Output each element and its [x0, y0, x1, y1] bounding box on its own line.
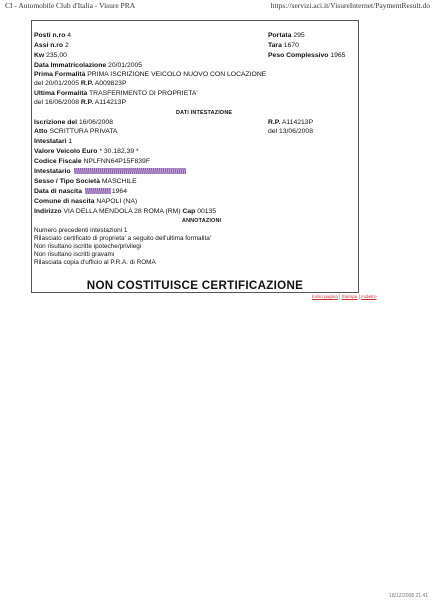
iscrizione-rp-value: A114213P — [281, 119, 314, 126]
valore-label: Valore Veicolo Euro — [34, 148, 98, 155]
intestatario-row — [34, 168, 187, 176]
immatricolazione-value: 20/01/2005 — [108, 62, 143, 69]
annotazione-line: Non risultano iscritti gravami — [34, 251, 115, 258]
immatricolazione-label: Data Immatricolazione — [34, 62, 107, 69]
kw-value: 235,00 — [46, 52, 67, 59]
sesso-label: Sesso / Tipo Società — [34, 178, 100, 185]
iscrizione-rp-label: R.P. — [268, 119, 281, 126]
peso-value: 1965 — [330, 52, 346, 59]
redacted-name-mark — [74, 168, 186, 174]
sesso-value: MASCHILE — [101, 178, 137, 185]
intestatario-label: Intestatario — [34, 168, 71, 175]
nascita-row — [34, 188, 127, 196]
portata-label: Portata — [268, 32, 292, 39]
valore-row — [34, 148, 139, 156]
codice-fiscale-label: Codice Fiscale — [34, 158, 82, 165]
codice-fiscale-row — [34, 158, 150, 166]
prima-formalita-value: PRIMA ISCRIZIONE VEICOLO NUOVO CON LOCAZIONE — [87, 71, 267, 78]
annotazione-line: Rilasciato certificato di proprieta' a seguito dell'ultima formalita' — [34, 235, 211, 242]
iscrizione-rp-row — [268, 119, 313, 127]
cap-label: Cap — [182, 208, 196, 215]
ultima-formalita-label: Ultima Formalità — [34, 90, 88, 97]
posti-label: Posti n.ro — [34, 32, 66, 39]
atto-date: del 13/06/2008 — [268, 128, 313, 135]
valore-value: * 30.182,39 * — [99, 148, 139, 155]
kw-label: Kw — [34, 52, 45, 59]
atto-row — [34, 128, 117, 136]
kw-row — [34, 52, 67, 60]
ultima-formalita-row — [34, 90, 198, 98]
nascita-value: 1964 — [111, 188, 127, 195]
iscrizione-row — [34, 119, 113, 127]
assi-row — [34, 42, 69, 50]
redacted-birthdate-mark — [85, 188, 111, 194]
posti-value: 4 — [67, 32, 72, 39]
ultima-formalita-value: TRASFERIMENTO DI PROPRIETA' — [89, 90, 198, 97]
annotazione-line: Numero precedenti intestazioni 1 — [34, 227, 128, 234]
peso-row — [268, 52, 345, 60]
prima-formalita-label: Prima Formalità — [34, 71, 86, 78]
visura-document — [31, 20, 359, 293]
atto-label: Atto — [34, 128, 48, 135]
print-timestamp: 18/12/2008 21.41 — [389, 593, 428, 599]
intestatari-row — [34, 138, 72, 146]
ultima-formalita-date: del 16/06/2008 — [34, 99, 79, 106]
indirizzo-row — [34, 208, 216, 216]
browser-page-url: https://servizi.aci.it/VisureInternet/PaymentResult.do — [270, 1, 430, 10]
assi-value: 2 — [64, 42, 69, 49]
sesso-row — [34, 178, 137, 186]
annotazione-line: Rilasciata copia d'ufficio al P.R.A. di ROMA — [34, 259, 156, 266]
inizio-pagina-link[interactable]: Inizio pagina — [312, 294, 338, 299]
browser-page-title: CI - Automobile Club d'Italia - Visure PRA — [5, 1, 136, 10]
portata-value: 295 — [293, 32, 305, 39]
ultima-rp-value: A114213P — [94, 99, 126, 106]
portata-row — [268, 32, 305, 40]
cap-value: 00135 — [197, 208, 217, 215]
prima-rp-label: R.P. — [80, 80, 94, 87]
link-separator: | — [339, 294, 341, 299]
iscrizione-value: 16/06/2008 — [78, 119, 113, 126]
intestatari-value: 1 — [68, 138, 73, 145]
peso-label: Peso Complessivo — [268, 52, 329, 59]
indietro-link[interactable]: Indietro — [361, 294, 377, 299]
posti-row — [34, 32, 71, 40]
indirizzo-value: VIA DELLA MENDOLA 28 ROMA (RM) — [63, 208, 181, 215]
non-costituisce-certificazione-banner: NON COSTITUISCE CERTIFICAZIONE — [86, 279, 304, 292]
annotazioni-title: ANNOTAZIONI — [182, 218, 222, 224]
page-links — [312, 294, 377, 299]
tara-label: Tara — [268, 42, 282, 49]
stampa-link[interactable]: Stampa — [341, 294, 358, 299]
prima-formalita-row — [34, 71, 266, 79]
comune-value: NAPOLI (NA) — [96, 198, 138, 205]
prima-rp-value: A009823P — [94, 80, 127, 87]
comune-label: Comune di nascita — [34, 198, 95, 205]
dati-intestazione-title: DATI INTESTAZIONE — [176, 110, 233, 116]
atto-value: SCRITTURA PRIVATA — [49, 128, 118, 135]
indirizzo-label: Indirizzo — [34, 208, 62, 215]
iscrizione-label: Iscrizione del — [34, 119, 78, 126]
immatricolazione-row — [34, 62, 142, 70]
prima-formalita-date: del 20/01/2005 — [34, 80, 79, 87]
prima-formalita-date-row — [34, 80, 126, 88]
link-separator: | — [358, 294, 360, 299]
intestatari-label: Intestatari — [34, 138, 67, 145]
comune-row — [34, 198, 137, 206]
ultima-formalita-date-row — [34, 99, 126, 107]
nascita-label: Data di nascita — [34, 188, 82, 195]
tara-row — [268, 42, 299, 50]
annotazione-line: Non risultano iscritte ipoteche/privilegi — [34, 243, 142, 250]
codice-fiscale-value: NPLFNN64P15F839F — [83, 158, 150, 165]
assi-label: Assi n.ro — [34, 42, 64, 49]
tara-value: 1670 — [283, 42, 299, 49]
ultima-rp-label: R.P. — [80, 99, 94, 106]
